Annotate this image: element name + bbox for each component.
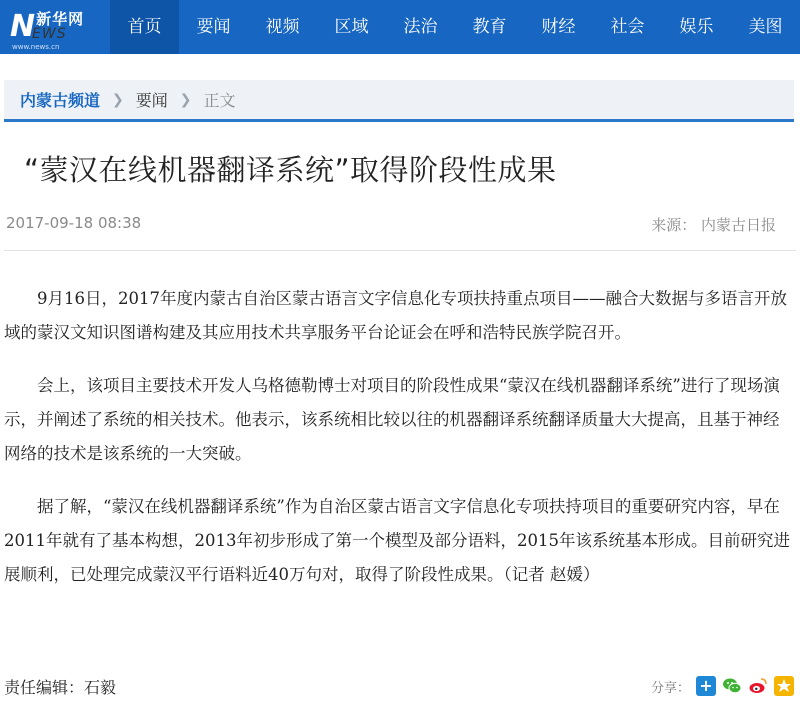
wechat-icon[interactable] [722, 676, 742, 696]
article-paragraph: 据了解，“蒙汉在线机器翻译系统”作为自治区蒙古语言文字信息化专项扶持项目的重要研究内容，早在2011年就有了基本构想，2013年初步形成了第一个模型及部分语料，2015年该系统基本形成。目前研究进展顺利，已处理完成蒙汉平行语料近40万句对，取得了阶段性成果。（记者 赵媛） [4, 497, 790, 584]
top-nav [0, 0, 800, 54]
article-paragraph: 会上，该项目主要技术开发人乌格德勒博士对项目的阶段性成果“蒙汉在线机器翻译系统”进行了现场演示，并阐述了系统的相关技术。他表示，该系统相比较以往的机器翻译系统翻译质量大大提高，且基于神经网络的技术是该系统的一大突破。 [4, 376, 780, 463]
nav-item-region[interactable]: 区域 [334, 17, 369, 37]
logo-initial: N [10, 9, 36, 44]
chevron-right-icon: ❯ [179, 91, 192, 108]
article-body [4, 282, 792, 611]
article-paragraph: 9月16日，2017年度内蒙古自治区蒙古语言文字信息化专项扶持重点项目——融合大数据与多语言开放域的蒙汉文知识图谱构建及其应用技术共享服务平台论证会在呼和浩特民族学院召开。 [4, 289, 787, 342]
nav-item-education[interactable]: 教育 [472, 17, 507, 37]
nav-item-entertainment[interactable]: 娱乐 [679, 17, 714, 37]
share-label: 分享： [650, 680, 690, 696]
nav-menu [110, 0, 800, 54]
divider [4, 250, 796, 251]
nav-item-photos[interactable]: 美图 [748, 17, 783, 37]
qzone-icon[interactable] [774, 676, 794, 696]
article-meta [6, 214, 776, 238]
breadcrumb [4, 80, 794, 122]
chevron-right-icon: ❯ [112, 91, 124, 108]
nav-item-law[interactable]: 法治 [403, 17, 438, 37]
article-footer [4, 672, 794, 700]
weibo-icon[interactable] [748, 676, 768, 696]
article-source: 来源： 内蒙古日报 [651, 216, 776, 234]
logo-brand-en: EWS [32, 26, 67, 42]
nav-item-finance[interactable]: 财经 [541, 17, 576, 37]
logo-url: www.news.cn [12, 43, 60, 51]
share-bar [651, 676, 794, 696]
nav-item-video[interactable]: 视频 [265, 17, 300, 37]
breadcrumb-channel-link[interactable]: 内蒙古频道 [20, 91, 101, 110]
article-datetime: 2017-09-18 08:38 [6, 214, 142, 232]
xinhua-logo[interactable] [0, 0, 110, 54]
nav-item-news[interactable]: 要闻 [196, 17, 231, 37]
article-editor: 责任编辑：石毅 [4, 677, 117, 697]
breadcrumb-news-link[interactable]: 要闻 [135, 91, 168, 110]
plus-icon[interactable]: + [696, 676, 716, 696]
nav-item-society[interactable]: 社会 [610, 17, 645, 37]
article-title: “蒙汉在线机器翻译系统”取得阶段性成果 [24, 153, 557, 187]
logo-brand-zh: 新华网 [36, 10, 85, 28]
breadcrumb-current: 正文 [203, 91, 236, 110]
nav-item-home[interactable]: 首页 [110, 0, 179, 54]
